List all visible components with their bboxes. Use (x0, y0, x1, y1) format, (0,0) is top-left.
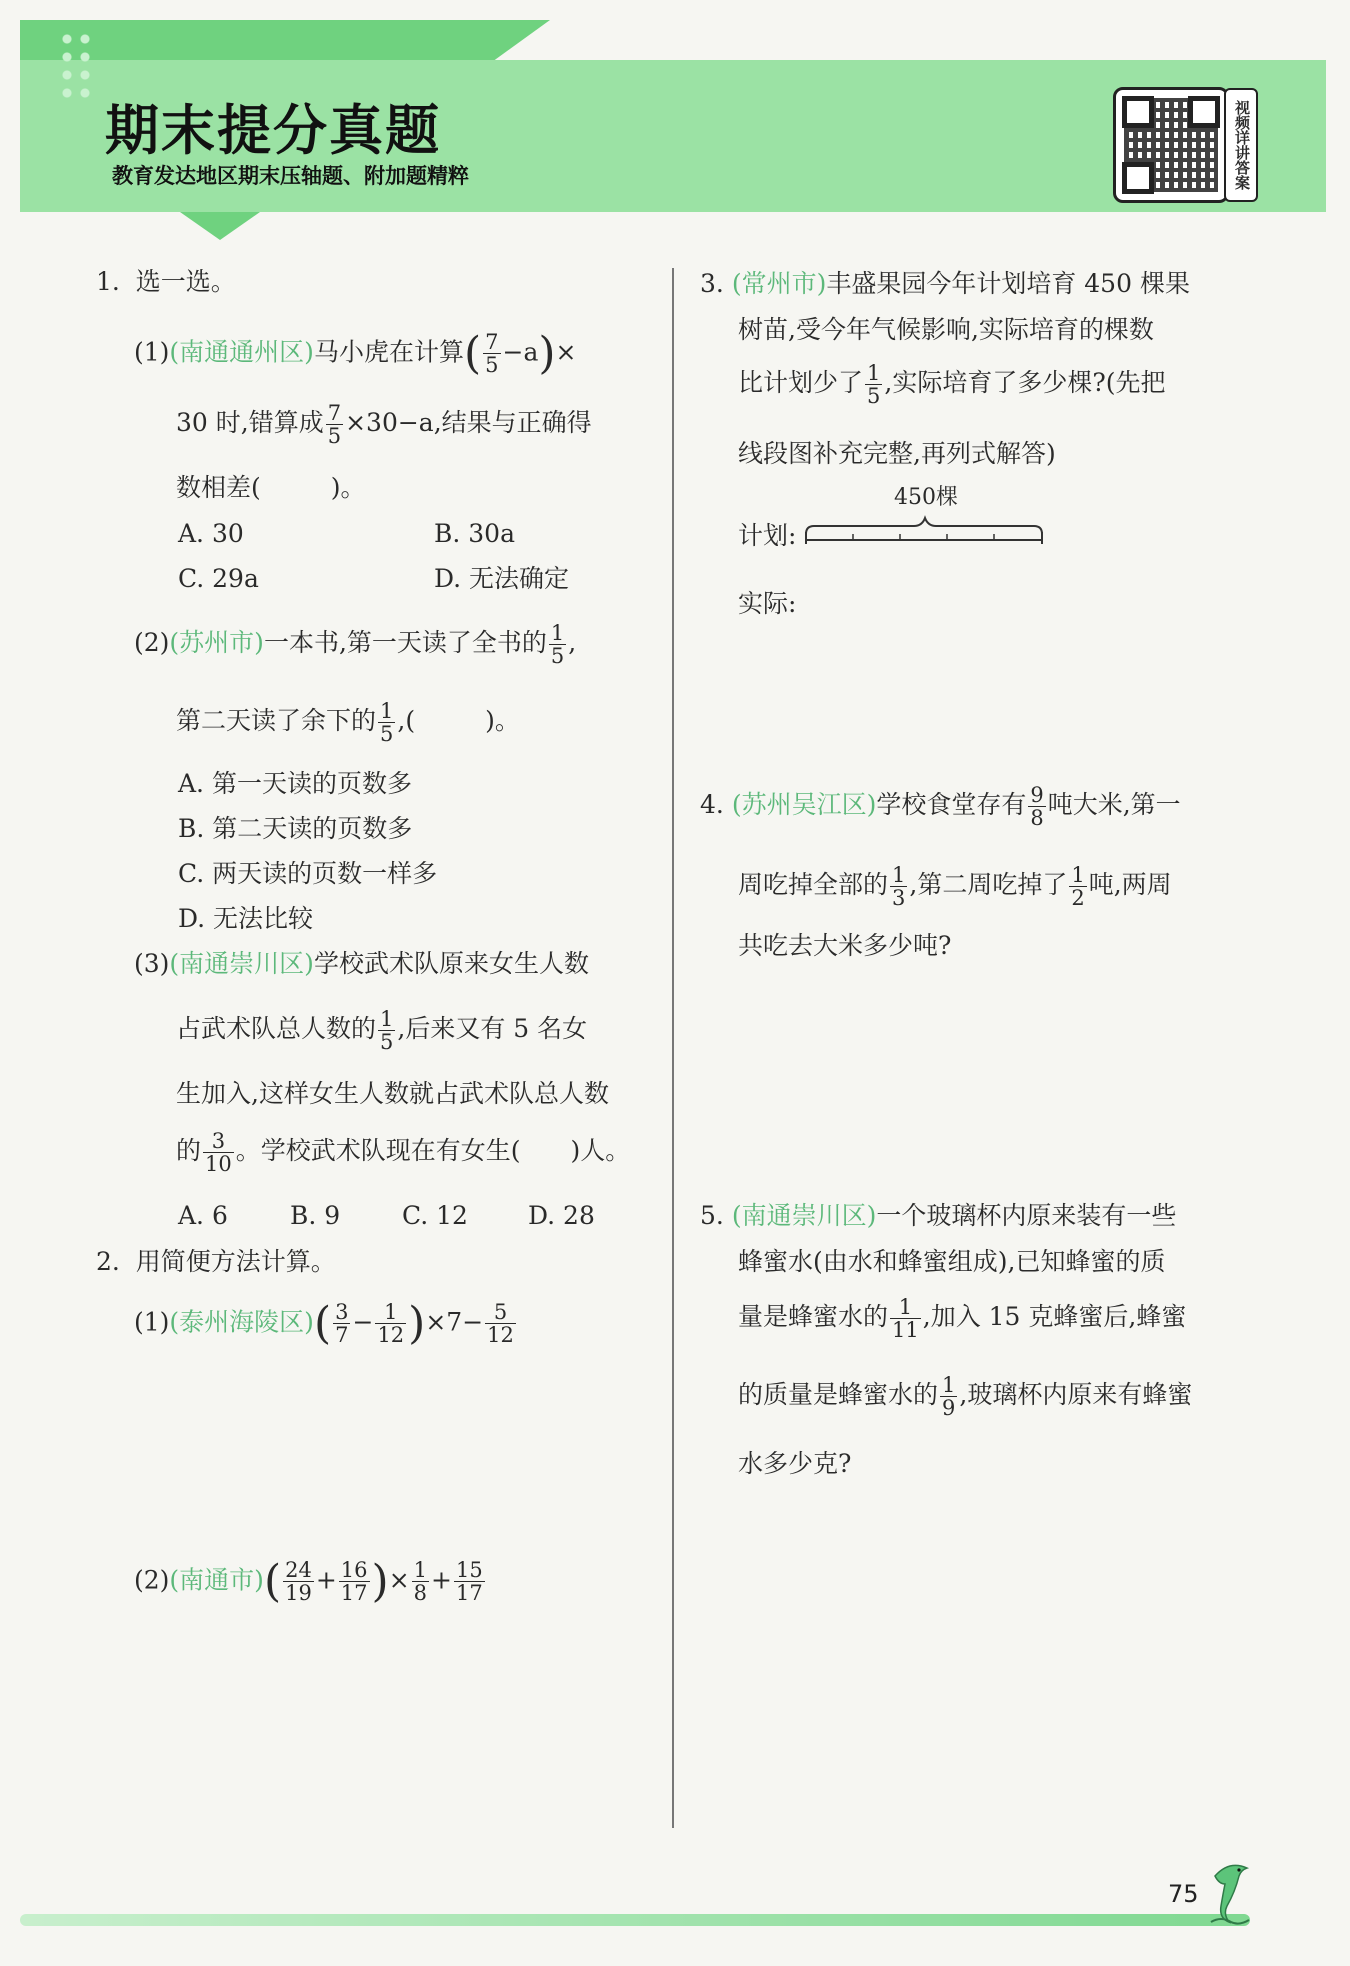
source-tag: (南通崇川区) (731, 1201, 877, 1230)
q5-line1: 5. (南通崇川区)一个玻璃杯内原来装有一些 (700, 1201, 1177, 1230)
q4-line2: 周吃掉全部的 $\frac{1}{3}$ ,第二周吃掉了 $\frac{1}{2}$ 吨,两周 (738, 863, 1172, 911)
q1-3-line2: 占武术队总人数的 $\frac{1}{5}$ ,后来又有 5 名女 (176, 1007, 588, 1055)
source-tag: (泰州海陵区) (169, 1307, 314, 1337)
q2-2-expression: (2)(南通市)( $\frac{24}{19}$ + $\frac{16}{17}$ )× $\frac{1}{8}$ + $\frac{15}{17}$ (134, 1556, 483, 1607)
option-c[interactable]: C. 12 (402, 1201, 468, 1230)
page-title: 期末提分真题 (105, 99, 441, 162)
q1-3-line4: 的 $\frac{3}{10}$ 。学校武术队现在有女生( )人。 (176, 1129, 631, 1177)
source-tag: (苏州吴江区) (731, 790, 877, 820)
option-a[interactable]: A. 第一天读的页数多 (178, 769, 412, 798)
banner-notch (180, 212, 260, 240)
column-divider (672, 268, 674, 1828)
option-d[interactable]: D. 28 (528, 1201, 595, 1230)
question-title: 用简便方法计算。 (135, 1247, 336, 1276)
source-tag: (常州市) (731, 269, 827, 298)
option-d[interactable]: D. 无法确定 (434, 564, 570, 593)
footer-stripe (20, 1914, 1250, 1926)
question-number: 5. (700, 1201, 724, 1230)
q1-3-line1: (3)(南通崇川区)学校武术队原来女生人数 (134, 949, 589, 978)
option-b[interactable]: B. 30a (434, 519, 515, 548)
q3-line1: 3. (常州市)丰盛果园今年计划培育 450 棵果 (700, 269, 1190, 298)
option-c[interactable]: C. 两天读的页数一样多 (178, 859, 438, 888)
actual-label: 实际: (738, 589, 797, 618)
page-number: 75 (1168, 1880, 1199, 1908)
q1-1-line2: 30 时,错算成 $\frac{7}{5}$ ×30−a,结果与正确得 (176, 401, 592, 449)
plan-label: 计划: (738, 521, 797, 550)
option-d[interactable]: D. 无法比较 (178, 904, 314, 933)
q5-line4: 的质量是蜂蜜水的 $\frac{1}{9}$ ,玻璃杯内原来有蜂蜜 (738, 1373, 1193, 1421)
option-a[interactable]: A. 6 (178, 1201, 228, 1230)
q3-line2: 树苗,受今年气候影响,实际培育的棵数 (738, 315, 1154, 344)
q1-2-line1: (2)(苏州市)一本书,第一天读了全书的 $\frac{1}{5}$ , (134, 621, 577, 669)
page-subtitle: 教育发达地区期末压轴题、附加题精粹 (112, 164, 469, 188)
q1-1-line1: (1)(南通通州区)马小虎在计算( $\frac{7}{5}$ −a)× (134, 328, 577, 379)
diagram-total-label: 450棵 (894, 485, 958, 510)
question-title: 选一选。 (135, 267, 236, 296)
question-2-heading (96, 1244, 336, 1280)
source-tag: (南通市) (169, 1565, 264, 1595)
banner-dots-decoration (58, 30, 94, 100)
q4-line3: 共吃去大米多少吨? (738, 931, 952, 960)
qr-label: 视频详讲答案 (1224, 88, 1258, 202)
q3-line3: 比计划少了 $\frac{1}{5}$ ,实际培育了多少棵?(先把 (738, 361, 1166, 409)
q5-line3: 量是蜂蜜水的 $\frac{1}{11}$ ,加入 15 克蜂蜜后,蜂蜜 (738, 1295, 1187, 1343)
question-number: 4. (700, 790, 724, 820)
option-c[interactable]: C. 29a (178, 564, 259, 593)
q1-3-line3: 生加入,这样女生人数就占武术队总人数 (176, 1079, 609, 1108)
question-number: 3. (700, 269, 724, 298)
option-a[interactable]: A. 30 (178, 519, 244, 548)
q2-1-expression: (1)(泰州海陵区)( $\frac{3}{7}$ − $\frac{1}{12}$ )×7− $\frac{5}{12}$ (134, 1298, 514, 1349)
q1-2-line2: 第二天读了余下的 $\frac{1}{5}$ ,( )。 (176, 699, 520, 747)
q1-1-line3: 数相差( )。 (176, 473, 366, 502)
q3-line4: 线段图补充完整,再列式解答) (738, 439, 1056, 468)
line-segment-diagram (802, 512, 1048, 548)
qr-code-icon[interactable] (1113, 87, 1229, 203)
source-tag: (南通通州区) (169, 337, 314, 367)
question-number: 1. (96, 267, 120, 296)
q5-line2: 蜂蜜水(由水和蜂蜜组成),已知蜂蜜的质 (738, 1247, 1166, 1276)
source-tag: (苏州市) (169, 628, 264, 658)
option-b[interactable]: B. 第二天读的页数多 (178, 814, 413, 843)
option-b[interactable]: B. 9 (290, 1201, 341, 1230)
q4-line1: 4. (苏州吴江区)学校食堂存有 $\frac{9}{8}$ 吨大米,第一 (700, 783, 1181, 831)
dolphin-icon (1205, 1858, 1255, 1928)
question-number: 2. (96, 1247, 120, 1276)
question-1-heading (96, 264, 236, 300)
q5-line5: 水多少克? (738, 1449, 852, 1478)
source-tag: (南通崇川区) (169, 949, 314, 978)
